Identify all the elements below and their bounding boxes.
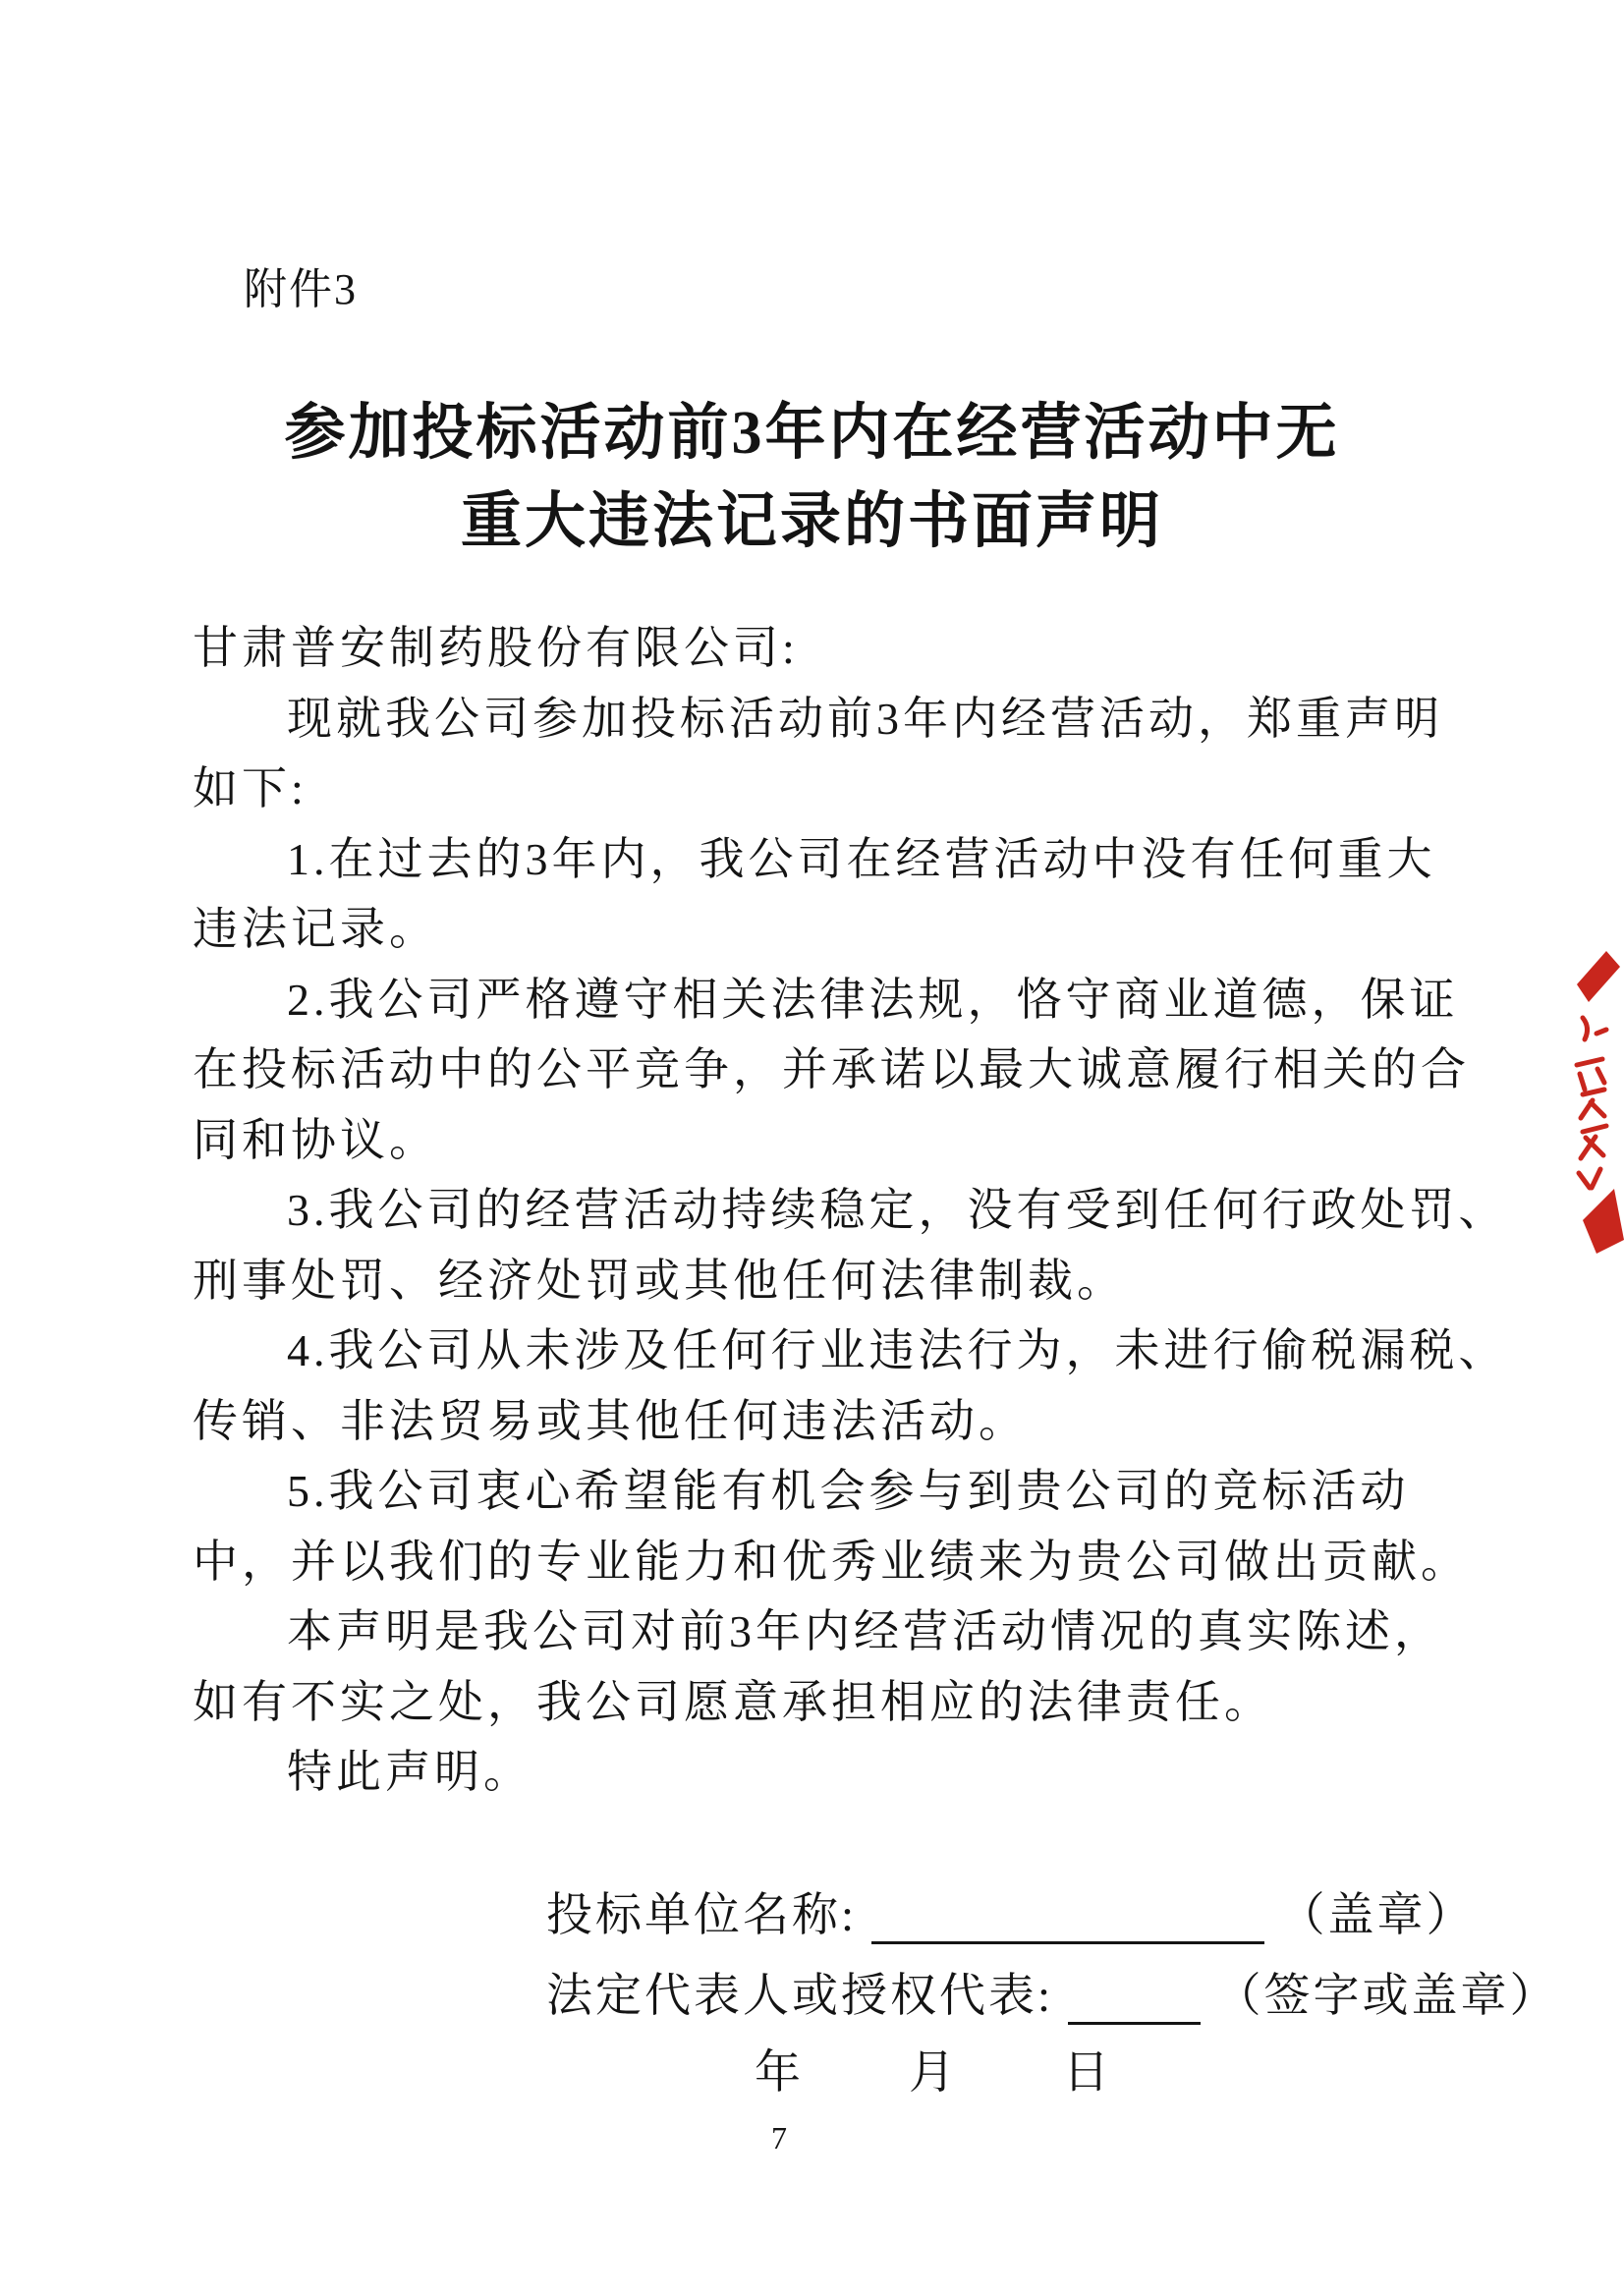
body-line: 中，并以我们的专业能力和优秀业绩来为贵公司做出贡献。 (193, 1536, 1470, 1587)
body-line: 现就我公司参加投标活动前3年内经营活动，郑重声明 (287, 693, 1443, 744)
body-line: 刑事处罚、经济处罚或其他任何法律制裁。 (193, 1255, 1126, 1306)
representative-blank (1068, 1973, 1201, 2025)
title-line-1: 参加投标活动前3年内在经营活动中无 (284, 400, 1340, 467)
body-line: 4.我公司从未涉及任何行业违法行为，未进行偷税漏税、 (287, 1325, 1508, 1375)
red-seal-fragment-icon (1526, 924, 1624, 1258)
body-line: 违法记录。 (193, 904, 438, 954)
page-number: 7 (771, 2120, 787, 2155)
date-day-label: 日 (1063, 2047, 1109, 2099)
body-line: 在投标活动中的公平竞争，并承诺以最大诚意履行相关的合 (193, 1044, 1470, 1094)
body-line: 5.我公司衷心希望能有机会参与到贵公司的竞标活动 (287, 1466, 1410, 1516)
date-line (755, 2036, 1109, 2101)
bidder-seal-note: （盖章） (1278, 1890, 1476, 1941)
body-line: 传销、非法贸易或其他任何违法活动。 (193, 1395, 1028, 1446)
body-line: 2.我公司严格遵守相关法律法规，恪守商业道德，保证 (287, 974, 1459, 1025)
bidder-signature-row (546, 1878, 1476, 1944)
date-month-label: 月 (909, 2047, 955, 2099)
body-line: 本声明是我公司对前3年内经营活动情况的真实陈述， (287, 1606, 1443, 1656)
document-title (0, 389, 1624, 566)
declaration-body (193, 613, 1508, 1808)
attachment-label: 附件3 (244, 265, 358, 313)
bidder-name-blank (871, 1892, 1264, 1944)
body-line: 如有不实之处，我公司愿意承担相应的法律责任。 (193, 1676, 1273, 1727)
body-line: 甘肃普安制药股份有限公司: (193, 623, 799, 673)
body-line: 1.在过去的3年内，我公司在经营活动中没有任何重大 (287, 833, 1436, 884)
representative-signature-row (546, 1959, 1559, 2025)
representative-label: 法定代表人或授权代表: (546, 1971, 1054, 2022)
title-line-2: 重大违法记录的书面声明 (460, 488, 1163, 555)
body-line: 如下: (193, 763, 308, 813)
body-line: 特此声明。 (287, 1747, 532, 1797)
representative-seal-note: （签字或盖章） (1214, 1971, 1559, 2022)
body-line: 同和协议。 (193, 1114, 438, 1165)
body-line: 3.我公司的经营活动持续稳定，没有受到任何行政处罚、 (287, 1185, 1508, 1235)
date-year-label: 年 (755, 2047, 801, 2099)
bidder-name-label: 投标单位名称: (546, 1890, 858, 1941)
